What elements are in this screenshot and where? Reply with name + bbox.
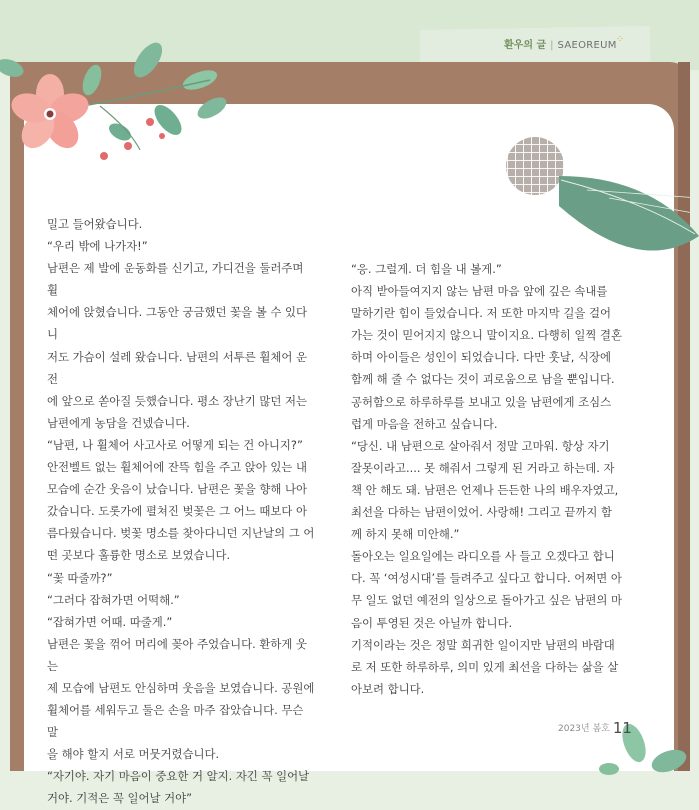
article-column-right (351, 258, 627, 700)
page-footer (558, 719, 632, 737)
paragraph-line: “응. 그럴게. 더 힘을 내 볼게.” (351, 262, 502, 276)
paragraph-line: “꽃 따줄까?” (47, 570, 113, 585)
paragraph-line: 다. 꼭 ‘여성시대’를 들려주고 싶다고 합니다. 어쩌면 아 (351, 571, 622, 586)
paragraph-line: 아직 받아들여지지 않는 남편 마음 앞에 깊은 속내를 (351, 284, 608, 299)
section-title-en: SAEOREUM (557, 40, 617, 51)
paragraph-line: 체어에 앉혔습니다. 그동안 궁금했던 꽃을 볼 수 있다니 (47, 305, 308, 342)
paragraph-line: 돌아오는 일요일에는 라디오를 사 들고 오겠다고 합니 (351, 549, 615, 564)
paragraph-line: 름다웠습니다. 벚꽃 명소를 찾아다니던 지난날의 그 어 (47, 526, 315, 541)
paragraph-line: 로 저 또한 하루하루, 의미 있게 최선을 다하는 삶을 살 (351, 659, 619, 674)
paragraph-line: 무 일도 없던 예전의 일상으로 돌아가고 싶은 남편의 마 (351, 593, 623, 608)
paragraph-line: 께 하지 못해 미안해.” (351, 527, 460, 542)
paragraph-line: “우리 밖에 나가자!” (47, 239, 148, 254)
paragraph-line: 에 앞으로 쏟아질 듯했습니다. 평소 장난기 많던 저는 (47, 393, 308, 408)
page-number: 11 (612, 719, 632, 737)
paragraph-line: 밀고 들어왔습니다. (47, 217, 143, 231)
paragraph-line: “남편, 나 휠체어 사고사로 어떻게 되는 건 아니지?” (47, 437, 303, 452)
paragraph-line: 모습에 순간 웃음이 났습니다. 남편은 꽃을 향해 나아 (47, 482, 308, 497)
paragraph-line: “자기야. 자기 마음이 중요한 거 알지. 자긴 꼭 일어날 (47, 769, 310, 784)
article-column-left (47, 213, 315, 810)
paragraph-line: 제 모습에 남편도 안심하며 웃음을 보였습니다. 공원에 (47, 680, 315, 695)
paragraph-line: 가는 것이 믿어지지 않으니 말이지요. 다행히 일찍 결혼 (351, 328, 623, 343)
paragraph-line: 최선을 다하는 남편이었어. 사랑해! 그리고 끝까지 함 (351, 505, 612, 520)
paragraph-line: 남편에게 농담을 건넸습니다. (47, 415, 190, 430)
paragraph-line: “잡혀가면 어때. 따줄게.” (47, 614, 173, 629)
paragraph-line: 떤 곳보다 훌륭한 명소로 보였습니다. (47, 548, 231, 563)
paragraph-line: 말하기란 힘이 들었습니다. 저 또한 마지막 길을 걸어 (351, 306, 612, 321)
paragraph-line: 휠체어를 세워두고 둘은 손을 마주 잡았습니다. 무슨 말 (47, 703, 304, 740)
section-header (504, 36, 617, 51)
paragraph-line: 남편은 꽃을 꺾어 머리에 꽂아 주었습니다. 환하게 웃는 (47, 636, 308, 673)
paragraph-line: “그러다 잡혀가면 어떡해.” (47, 592, 180, 607)
paragraph-line: 함께 해 줄 수 없다는 것이 괴로움으로 남을 뿐입니다. (351, 372, 615, 387)
paragraph-line: 음이 투영된 것은 아닐까 합니다. (351, 615, 513, 630)
flower-decoration-icon (0, 40, 240, 220)
paragraph-line: 아보려 합니다. (351, 681, 425, 696)
section-title-ko: 환우의 글 (504, 40, 547, 51)
paragraph-line: 거야. 기적은 꼭 일어날 거야” (47, 791, 193, 806)
paragraph-line: 공허함으로 하루하루를 보내고 있을 남편에게 조심스 (351, 394, 612, 409)
header-dots-icon: ⁘ (616, 34, 625, 45)
paragraph-line: 저도 가슴이 설레 왔습니다. 남편의 서투른 휠체어 운전 (47, 349, 308, 386)
paragraph-line: 을 해야 할지 서로 머뭇거렸습니다. (47, 747, 220, 762)
paragraph-line: 남편은 제 발에 운동화를 신기고, 가디건을 둘러주며 휠 (47, 261, 304, 298)
paragraph-line: 기적이라는 것은 정말 희귀한 일이지만 남편의 바람대 (351, 637, 615, 652)
paragraph-line: 하며 아이들은 성인이 되었습니다. 다만 훗날, 식장에 (351, 350, 612, 365)
paragraph-line: 책 안 해도 돼. 남편은 언제나 든든한 나의 배우자였고, (351, 482, 619, 497)
issue-label: 2023년 봄호 (558, 724, 610, 734)
header-separator: | (550, 40, 554, 51)
paragraph-line: 안전벨트 없는 휠체어에 잔뜩 힘을 주고 앉아 있는 내 (47, 460, 308, 475)
paragraph-line: 럽게 마음을 전하고 싶습니다. (351, 416, 498, 431)
paragraph-line: 잘못이라고.... 못 해줘서 그렇게 된 거라고 하는데. 자 (351, 460, 615, 475)
paragraph-line: 갔습니다. 도롯가에 펼쳐진 벚꽃은 그 어느 때보다 아 (47, 504, 308, 519)
paragraph-line: “당신. 내 남편으로 살아줘서 정말 고마워. 항상 자기 (351, 438, 610, 453)
